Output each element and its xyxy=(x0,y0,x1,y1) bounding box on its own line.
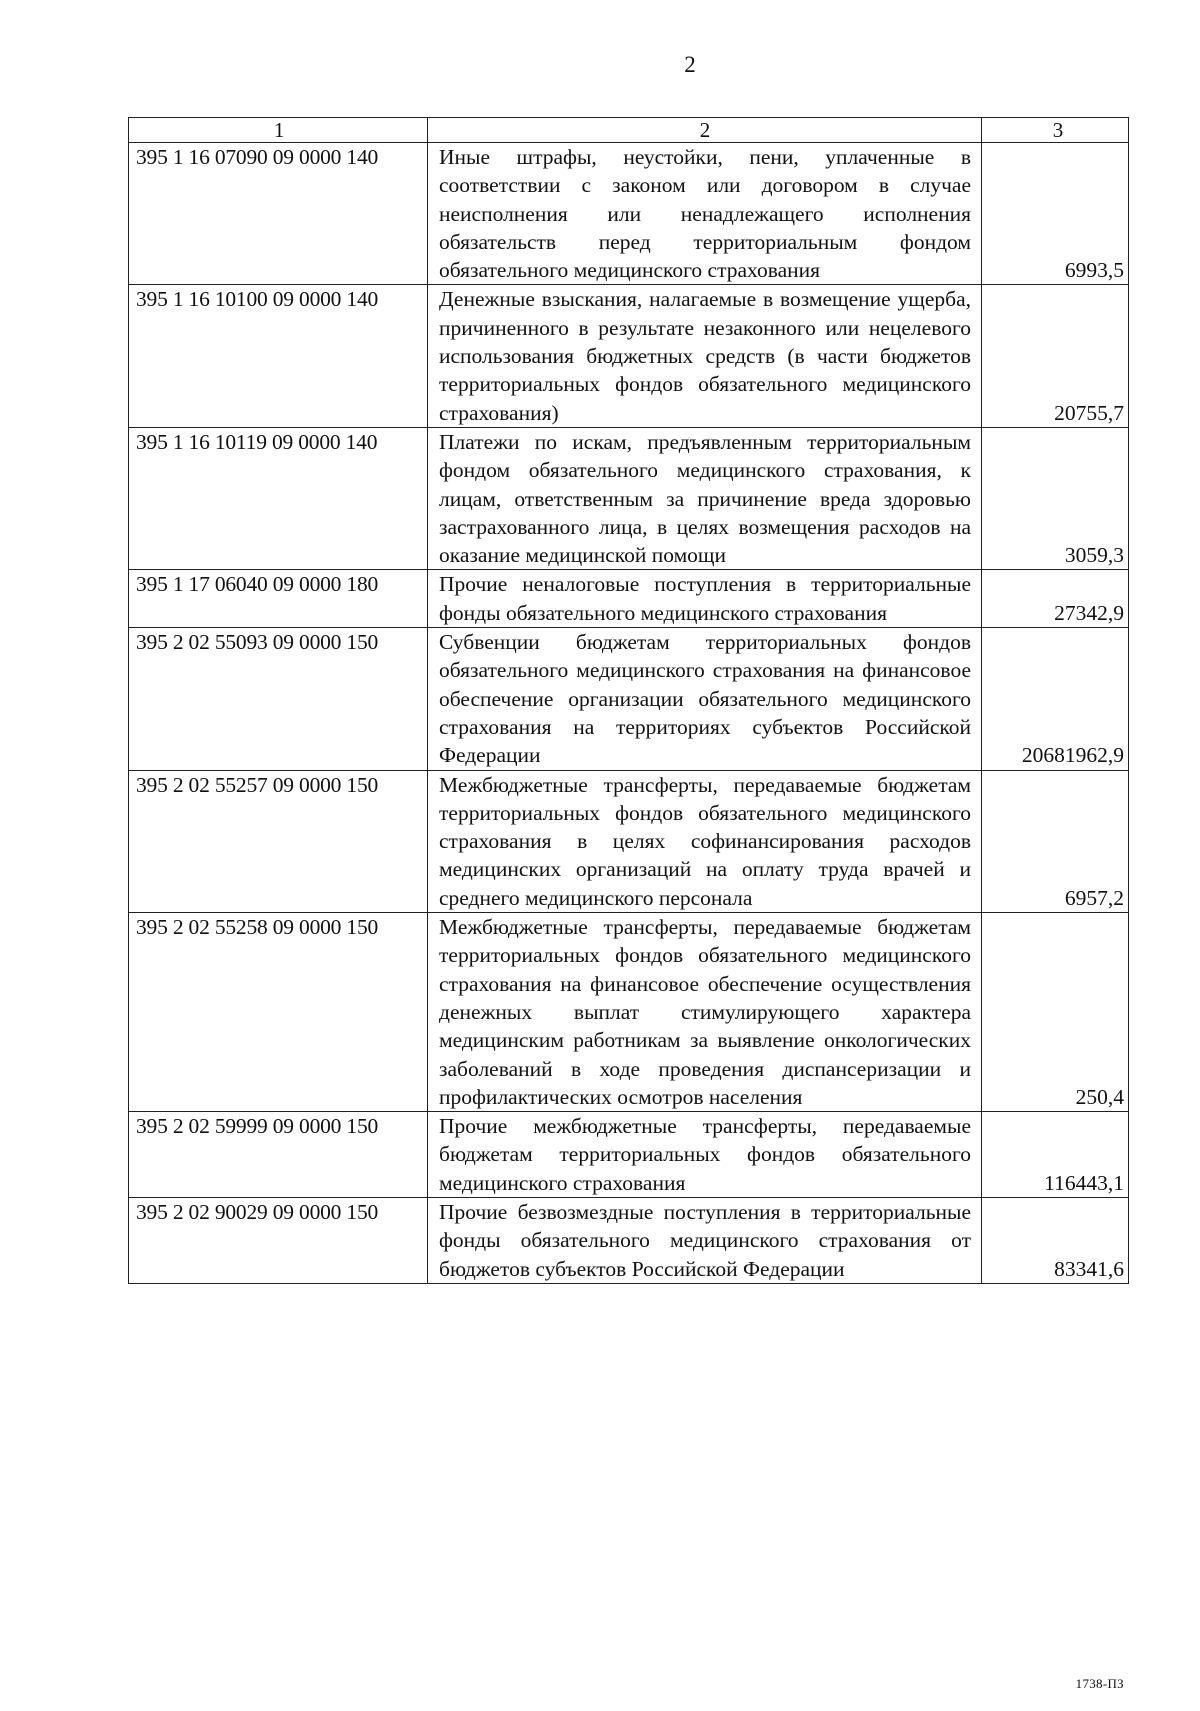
cell-name: Денежные взыскания, налагаемые в возмещение ущерба, причиненного в результате незаконного или нецелевого использования бюджетных средств (в части бюджетов территориальных фондов обязательного медицинского страхования) xyxy=(428,285,982,427)
table-row xyxy=(129,913,1129,1112)
table-row xyxy=(129,1112,1129,1198)
table-header-row xyxy=(129,118,1129,143)
table-row xyxy=(129,770,1129,912)
table-row xyxy=(129,628,1129,770)
cell-code: 395 1 16 10119 09 0000 140 xyxy=(129,427,428,569)
cell-amount: 20681962,9 xyxy=(982,628,1129,770)
cell-name: Межбюджетные трансферты, передаваемые бюджетам территориальных фондов обязательного медицинского страхования на финансовое обеспечение осуществления денежных выплат стимулирующего характера медицинским работникам за выявление онкологических заболеваний в ходе проведения диспансеризации и профилактических осмотров населения xyxy=(428,913,982,1112)
cell-name: Платежи по искам, предъявленным территориальным фондом обязательного медицинского страхования, к лицам, ответственным за причинение вреда здоровью застрахованного лица, в целях возмещения расходов на оказание медицинской помощи xyxy=(428,427,982,569)
header-cell-amount: 3 xyxy=(982,118,1129,143)
cell-code: 395 2 02 55093 09 0000 150 xyxy=(129,628,428,770)
cell-code: 395 2 02 59999 09 0000 150 xyxy=(129,1112,428,1198)
cell-amount: 83341,6 xyxy=(982,1197,1129,1283)
document-code: 1738-ПЗ xyxy=(1075,1676,1124,1691)
cell-name: Субвенции бюджетам территориальных фондов обязательного медицинского страхования на финансовое обеспечение организации обязательного медицинского страхования на территориях субъектов Российской Федерации xyxy=(428,628,982,770)
cell-amount: 20755,7 xyxy=(982,285,1129,427)
cell-amount: 3059,3 xyxy=(982,427,1129,569)
cell-code: 395 2 02 55258 09 0000 150 xyxy=(129,913,428,1112)
cell-amount: 250,4 xyxy=(982,913,1129,1112)
table-row xyxy=(129,285,1129,427)
cell-code: 395 2 02 55257 09 0000 150 xyxy=(129,770,428,912)
cell-amount: 6957,2 xyxy=(982,770,1129,912)
cell-name: Прочие межбюджетные трансферты, передаваемые бюджетам территориальных фондов обязательного медицинского страхования xyxy=(428,1112,982,1198)
cell-code: 395 1 17 06040 09 0000 180 xyxy=(129,570,428,628)
table-row xyxy=(129,570,1129,628)
cell-name: Межбюджетные трансферты, передаваемые бюджетам территориальных фондов обязательного медицинского страхования в целях софинансирования расходов медицинских организаций на оплату труда врачей и среднего медицинского персонала xyxy=(428,770,982,912)
cell-name: Прочие безвозмездные поступления в территориальные фонды обязательного медицинского страхования от бюджетов субъектов Российской Федерации xyxy=(428,1197,982,1283)
header-cell-name: 2 xyxy=(428,118,982,143)
cell-name: Иные штрафы, неустойки, пени, уплаченные в соответствии с законом или договором в случае неисполнения или ненадлежащего исполнения обязательств перед территориальным фондом обязательного медицинского страхования xyxy=(428,143,982,285)
cell-amount: 116443,1 xyxy=(982,1112,1129,1198)
cell-code: 395 1 16 10100 09 0000 140 xyxy=(129,285,428,427)
page-number: 2 xyxy=(684,52,696,77)
table-row xyxy=(129,143,1129,285)
header-cell-code: 1 xyxy=(129,118,428,143)
cell-name: Прочие неналоговые поступления в территориальные фонды обязательного медицинского страхования xyxy=(428,570,982,628)
cell-amount: 27342,9 xyxy=(982,570,1129,628)
cell-amount: 6993,5 xyxy=(982,143,1129,285)
cell-code: 395 1 16 07090 09 0000 140 xyxy=(129,143,428,285)
table-row xyxy=(129,1197,1129,1283)
revenue-table xyxy=(128,117,1129,1284)
table-row xyxy=(129,427,1129,569)
cell-code: 395 2 02 90029 09 0000 150 xyxy=(129,1197,428,1283)
